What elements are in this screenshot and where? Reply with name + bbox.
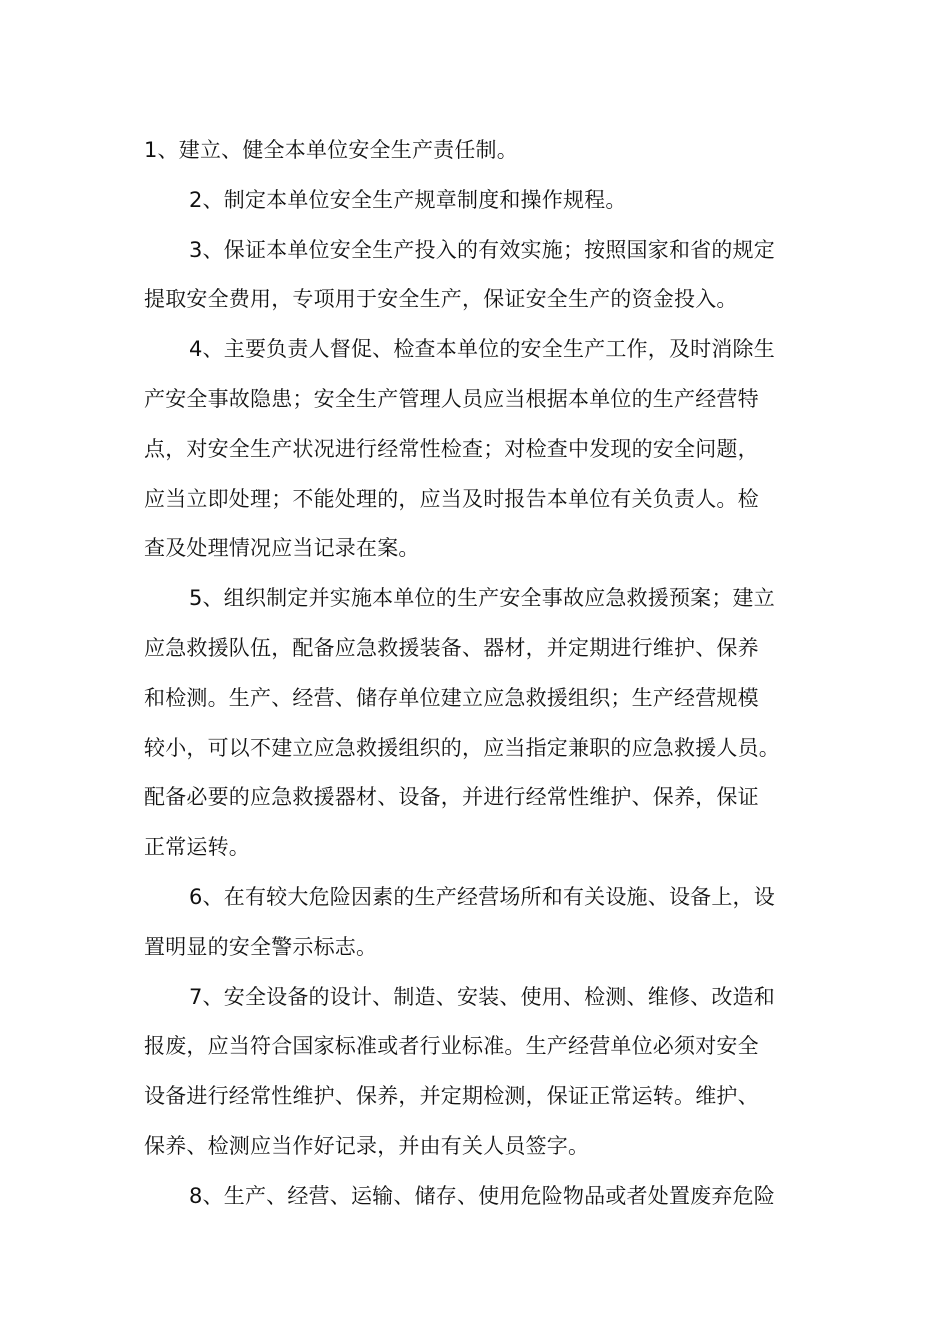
paragraph-line: 和检测。生产、经营、储存单位建立应急救援组织；生产经营规模 [144, 685, 759, 710]
paragraph-line: 置明显的安全警示标志。 [144, 934, 378, 959]
paragraph-8 [144, 1172, 812, 1222]
paragraph-line: 较小，可以不建立应急救援组织的，应当指定兼职的应急救援人员。 [144, 735, 780, 760]
paragraph-line: 应急救援队伍，配备应急救援装备、器材，并定期进行维护、保养 [144, 635, 759, 660]
paragraph-line: 5、组织制定并实施本单位的生产安全事故应急救援预案；建立 [189, 586, 775, 611]
paragraph-line: 保养、检测应当作好记录，并由有关人员签字。 [144, 1133, 590, 1158]
paragraph-line: 2、制定本单位安全生产规章制度和操作规程。 [189, 187, 627, 212]
paragraph-line: 产安全事故隐患；安全生产管理人员应当根据本单位的生产经营特 [144, 386, 759, 411]
paragraph-5 [144, 574, 812, 873]
document-body [144, 126, 812, 1222]
paragraph-line: 提取安全费用，专项用于安全生产，保证安全生产的资金投入。 [144, 287, 738, 312]
paragraph-line: 正常运转。 [144, 835, 250, 860]
paragraph-line: 设备进行经常性维护、保养，并定期检测，保证正常运转。维护、 [144, 1084, 759, 1109]
paragraph-line: 1、建立、健全本单位安全生产责任制。 [144, 138, 518, 162]
paragraph-6 [144, 873, 812, 973]
paragraph-line: 4、主要负责人督促、检查本单位的安全生产工作，及时消除生 [189, 337, 775, 362]
paragraph-line: 7、安全设备的设计、制造、安装、使用、检测、维修、改造和 [189, 984, 775, 1009]
paragraph-line: 查及处理情况应当记录在案。 [144, 536, 420, 561]
paragraph-line: 配备必要的应急救援器材、设备，并进行经常性维护、保养，保证 [144, 785, 759, 810]
paragraph-line: 3、保证本单位安全生产投入的有效实施；按照国家和省的规定 [189, 237, 775, 262]
paragraph-line: 报废，应当符合国家标准或者行业标准。生产经营单位必须对安全 [144, 1034, 759, 1059]
paragraph-line: 应当立即处理；不能处理的，应当及时报告本单位有关负责人。检 [144, 486, 759, 511]
paragraph-2 [144, 176, 812, 226]
paragraph-1 [144, 126, 812, 176]
paragraph-line: 点，对安全生产状况进行经常性检查；对检查中发现的安全问题， [144, 436, 759, 461]
paragraph-line: 8、生产、经营、运输、储存、使用危险物品或者处置废弃危险 [189, 1183, 775, 1208]
paragraph-line: 6、在有较大危险因素的生产经营场所和有关设施、设备上，设 [189, 884, 775, 909]
paragraph-4 [144, 325, 812, 574]
paragraph-7 [144, 973, 812, 1172]
paragraph-3 [144, 226, 812, 326]
